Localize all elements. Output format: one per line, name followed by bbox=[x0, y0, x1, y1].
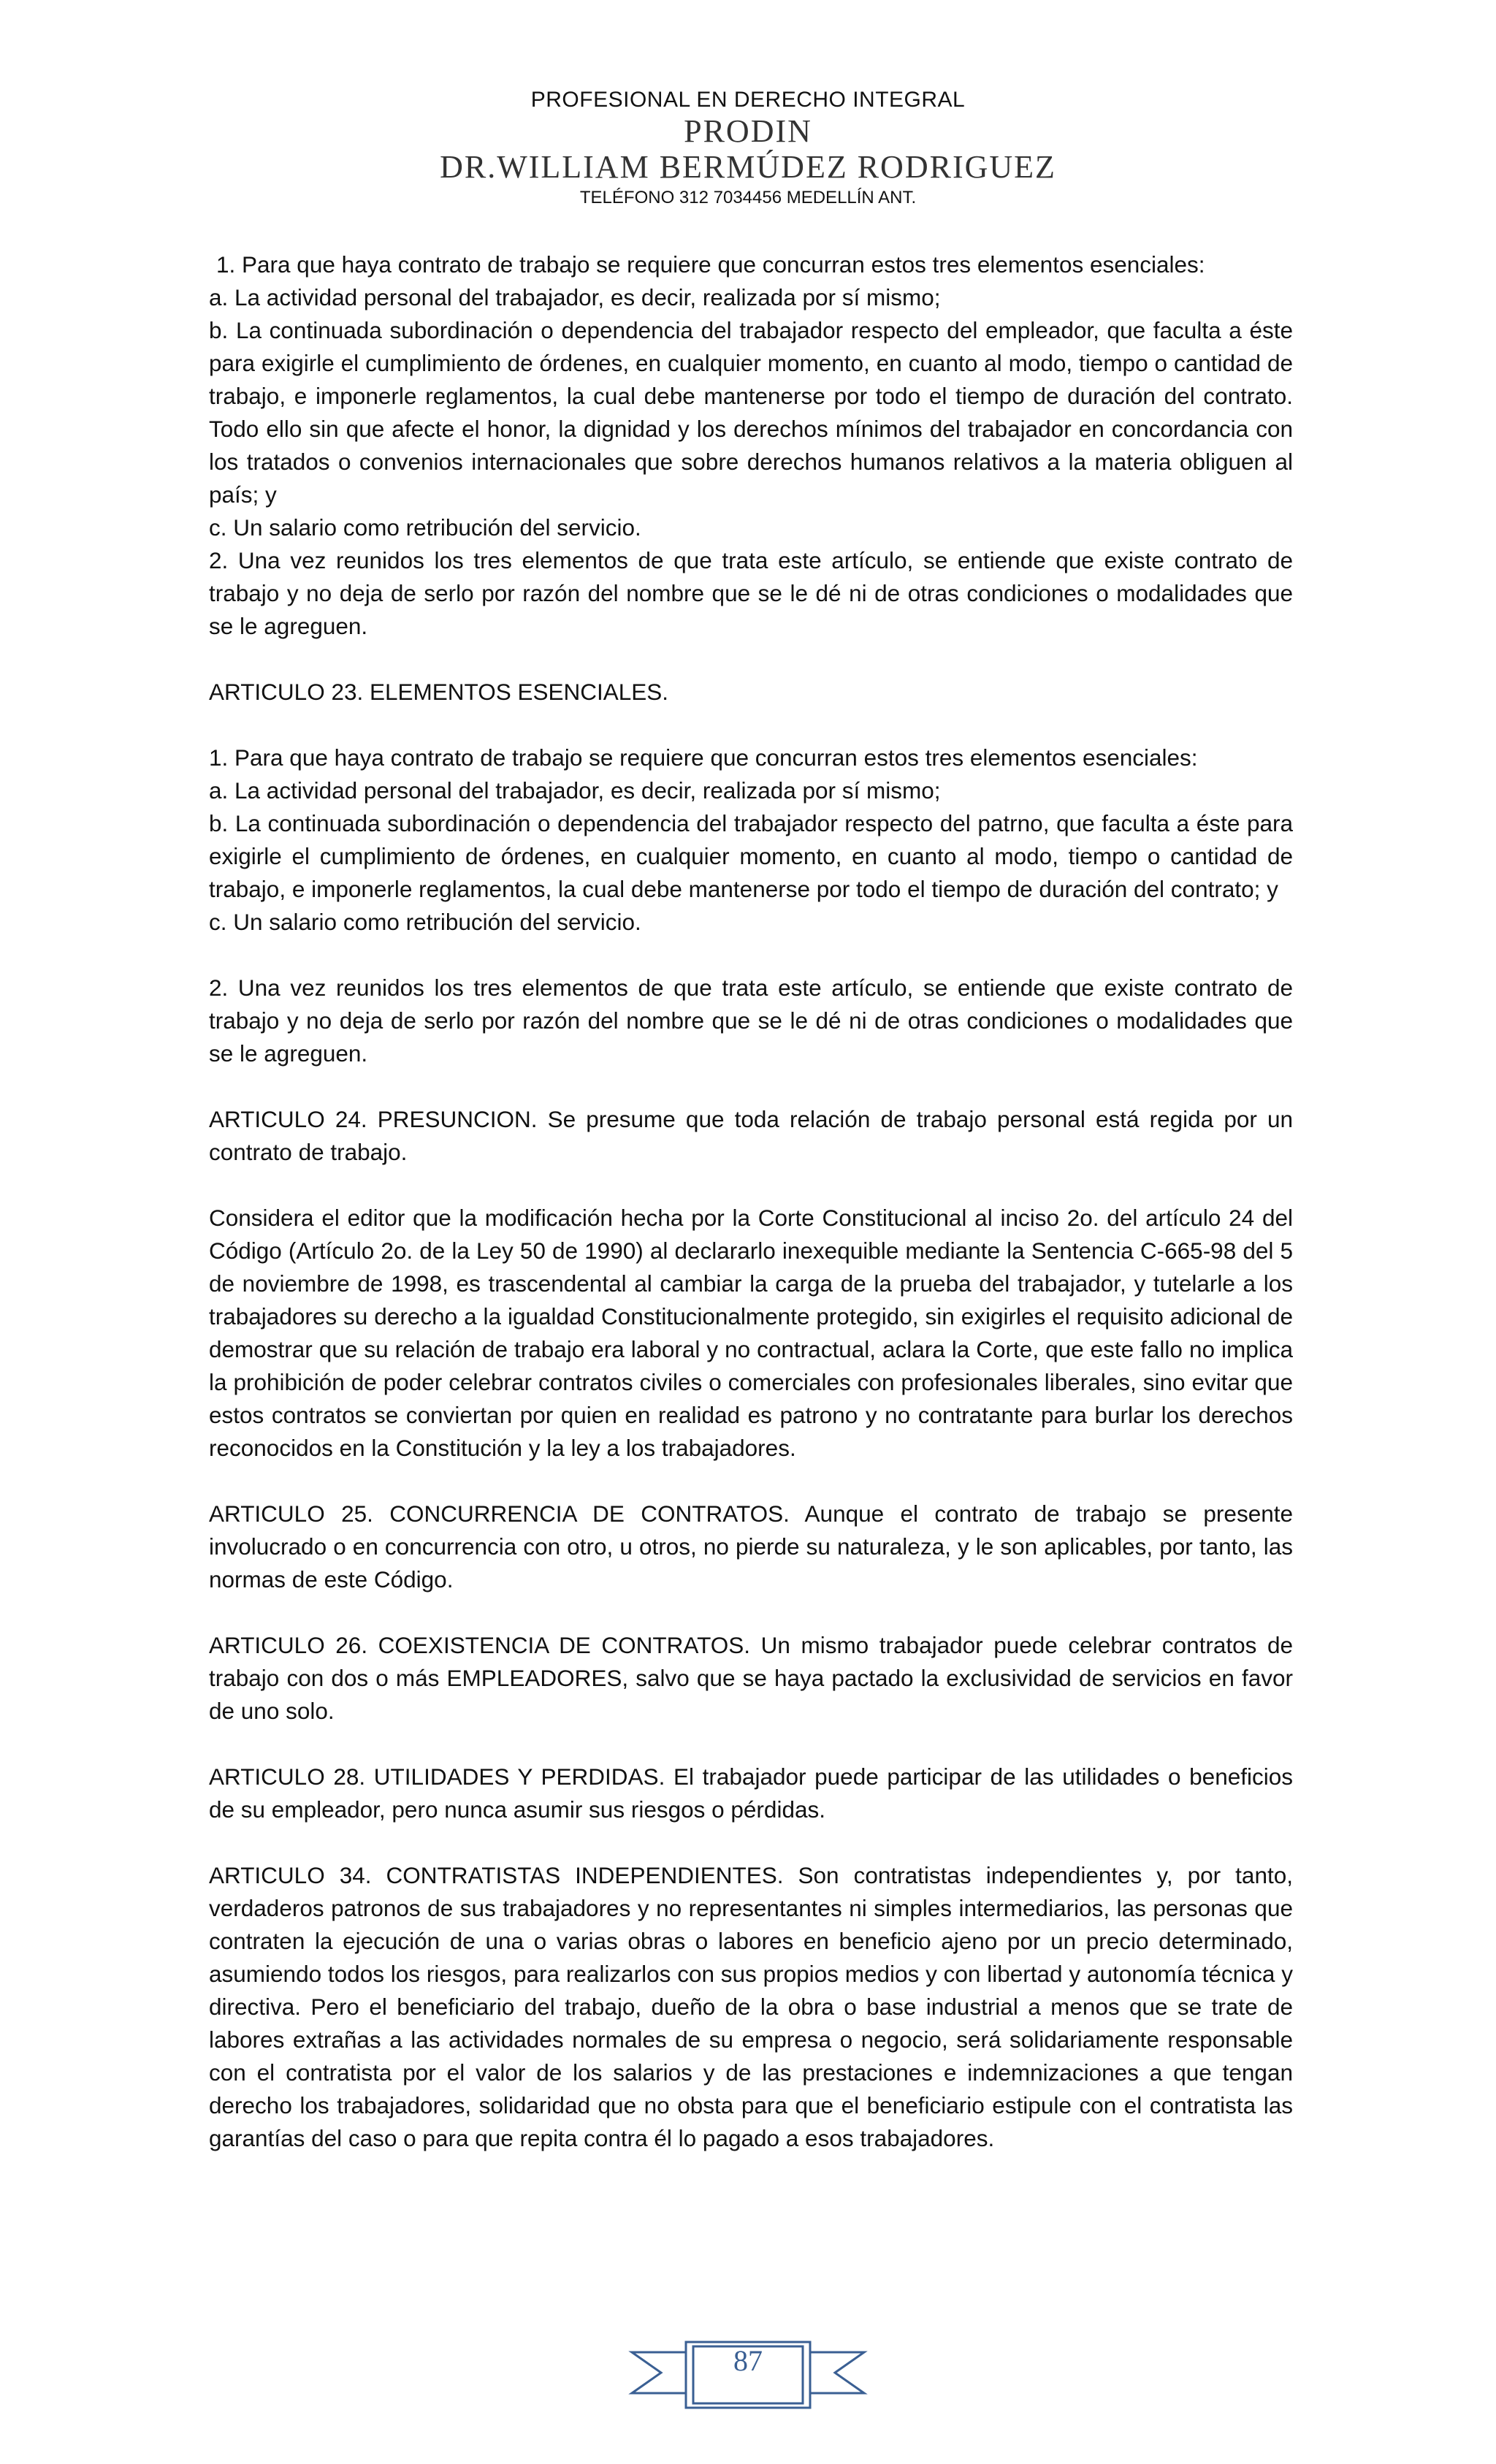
letterhead-profession: PROFESIONAL EN DERECHO INTEGRAL bbox=[530, 88, 966, 112]
paragraph: 2. Una vez reunidos los tres elementos de que trata este artículo, se entiende que existe contrato de trabajo y no deja de serlo por razón del nombre que se le dé ni de otras condiciones o modalidades que se le agreguen. bbox=[209, 547, 1293, 639]
article-paragraph: ARTICULO 26. COEXISTENCIA DE CONTRATOS. Un mismo trabajador puede celebrar contratos de trabajo con dos o más EMPLEADORES, salvo que se haya pactado la exclusividad de servicios en favor de uno solo. bbox=[209, 1632, 1293, 1724]
article-paragraph: ARTICULO 28. UTILIDADES Y PERDIDAS. El trabajador puede participar de las utilidades o beneficios de su empleador, pero nunca asumir sus riesgos o pérdidas. bbox=[209, 1763, 1293, 1823]
paragraph: 1. Para que haya contrato de trabajo se requiere que concurran estos tres elementos esenciales: bbox=[209, 744, 1198, 771]
letterhead-lawyer-name: DR.WILLIAM BERMÚDEZ RODRIGUEZ bbox=[440, 149, 1056, 185]
paragraph: b. La continuada subordinación o dependencia del trabajador respecto del empleador, que faculta a éste para exigirle el cumplimiento de órdenes, en cualquier momento, en cuanto al modo, tiempo o cantidad de trabajo, e imponerle reglamentos, la cual debe mantenerse por todo el tiempo de duración del contrato. Todo ello sin que afecte el honor, la dignidad y los derechos mínimos del trabajador en concordancia con los tratados o convenios internacionales que sobre derechos humanos relativos a la materia obliguen al país; y bbox=[209, 317, 1293, 508]
paragraph: a. La actividad personal del trabajador, es decir, realizada por sí mismo; bbox=[209, 777, 941, 804]
paragraph: b. La continuada subordinación o dependencia del trabajador respecto del patrno, que faculta a éste para exigirle el cumplimiento de órdenes, en cualquier momento, en cuanto al modo, tiempo o cantidad de trabajo, e imponerle reglamentos, la cual debe mantenerse por todo el tiempo de duración del contrato; y bbox=[209, 810, 1293, 902]
article-paragraph: ARTICULO 25. CONCURRENCIA DE CONTRATOS. Aunque el contrato de trabajo se presente involucrado o en concurrencia con otro, u otros, no pierde su naturaleza, y le son aplicables, por tanto, las normas de este Código. bbox=[209, 1500, 1293, 1593]
page-number: 87 bbox=[733, 2344, 763, 2377]
paragraph: 1. Para que haya contrato de trabajo se requiere que concurran estos tres elementos esenciales: bbox=[216, 251, 1205, 278]
article-heading: ARTICULO 23. ELEMENTOS ESENCIALES. bbox=[209, 679, 669, 705]
article-paragraph: ARTICULO 24. PRESUNCION. Se presume que toda relación de trabajo personal está regida por un contrato de trabajo. bbox=[209, 1106, 1293, 1165]
paragraph: 2. Una vez reunidos los tres elementos de que trata este artículo, se entiende que existe contrato de trabajo y no deja de serlo por razón del nombre que se le dé ni de otras condiciones o modalidades que se le agreguen. bbox=[209, 974, 1293, 1067]
paragraph: a. La actividad personal del trabajador, es decir, realizada por sí mismo; bbox=[209, 284, 941, 310]
letterhead bbox=[0, 86, 1496, 210]
editor-note-paragraph: Considera el editor que la modificación hecha por la Corte Constitucional al inciso 2o. del artículo 24 del Código (Artículo 2o. de la Ley 50 de 1990) al declararlo inexequible mediante la Sentencia C-665-98 del 5 de noviembre de 1998, es trascendental al cambiar la carga de la prueba del trabajador, y tutelarle a los trabajadores su derecho a la igualdad Constitucionalmente protegido, sin exigirles el requisito adicional de demostrar que su relación de trabajo era laboral y no contractual, aclara la Corte, que este fallo no implica la prohibición de poder celebrar contratos civiles o comerciales con profesionales liberales, sino evitar que estos contratos se conviertan por quien en realidad es patrono y no contratante para burlar los derechos reconocidos en la Constitución y la ley a los trabajadores. bbox=[209, 1205, 1293, 1461]
page-number-ribbon bbox=[626, 2301, 870, 2425]
article-paragraph: ARTICULO 34. CONTRATISTAS INDEPENDIENTES. Son contratistas independientes y, por tanto, verdaderos patronos de sus trabajadores y no representantes ni simples intermediarios, las personas que contraten la ejecución de una o varias obras o labores en beneficio ajeno por un precio determinado, asumiendo todos los riesgos, para realizarlos con sus propios medios y con libertad y autonomía técnica y directiva. Pero el beneficiario del trabajo, dueño de la obra o base industrial a menos que se trate de labores extrañas a las actividades normales de su empresa o negocio, será solidariamente responsable con el contratista por el valor de los salarios y de las prestaciones e indemnizaciones a que tengan derecho los trabajadores, solidaridad que no obsta para que el beneficiario estipule con el contratista las garantías del caso o para que repita contra él lo pagado a esos trabajadores. bbox=[209, 1862, 1293, 2151]
paragraph: c. Un salario como retribución del servicio. bbox=[209, 514, 641, 541]
document-body bbox=[209, 248, 1293, 2155]
paragraph: c. Un salario como retribución del servicio. bbox=[209, 909, 641, 935]
letterhead-phone: TELÉFONO 312 7034456 MEDELLÍN ANT. bbox=[579, 188, 917, 207]
letterhead-firm-name: PRODIN bbox=[684, 113, 812, 149]
